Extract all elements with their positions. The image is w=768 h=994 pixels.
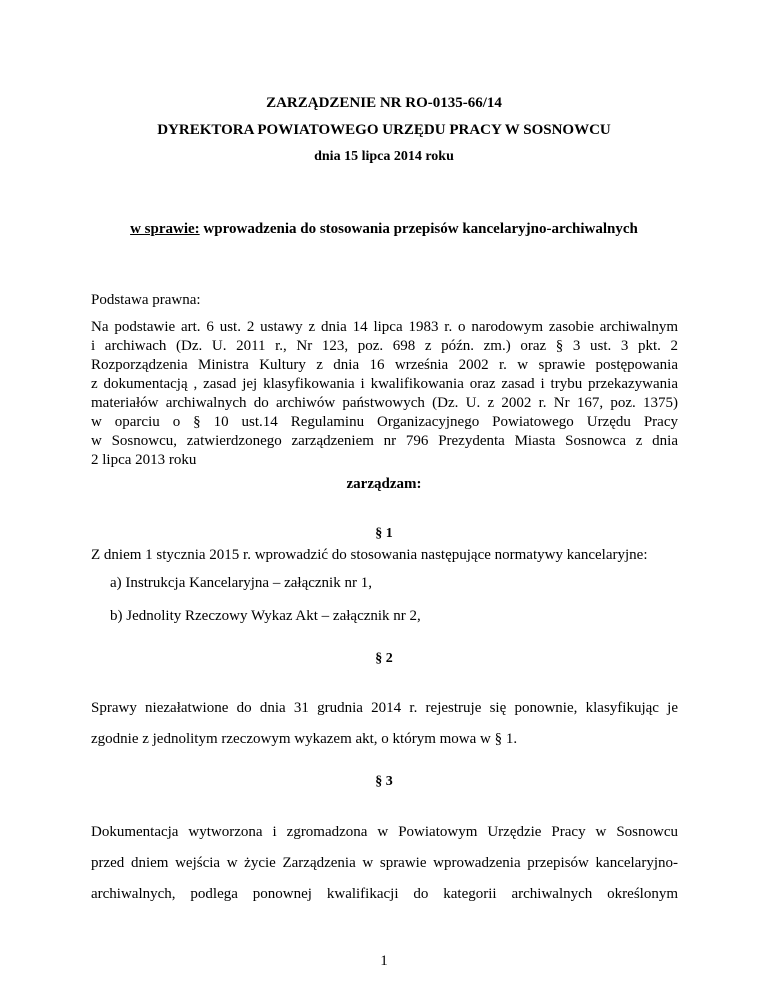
- subject-text: wprowadzenia do stosowania przepisów kancelaryjno-archiwalnych: [199, 221, 638, 237]
- legal-basis-label: Podstawa prawna:: [91, 292, 201, 308]
- section-3-heading: § 3: [375, 774, 393, 789]
- page-number: 1: [380, 953, 388, 969]
- section-2-line: Sprawy niezałatwione do dnia 31 grudnia 2014 r. rejestruje się ponownie, klasyfikując je: [91, 700, 678, 716]
- document-title: ZARZĄDZENIE NR RO-0135-66/14: [266, 95, 502, 111]
- decree-heading: zarządzam:: [346, 476, 422, 492]
- legal-basis-line: 2 lipca 2013 roku: [91, 452, 197, 468]
- legal-basis-text: [91, 318, 678, 470]
- section-3-text: [91, 817, 678, 910]
- section-2-line: zgodnie z jednolitym rzeczowym wykazem akt, o którym mowa w § 1.: [91, 731, 518, 747]
- list-item: b) Jednolity Rzeczowy Wykaz Akt – załącznik nr 2,: [110, 608, 421, 624]
- legal-basis-line: materiałów archiwalnych do archiwów państwowych (Dz. U. z 2002 r. Nr 167, poz. 1375): [91, 395, 678, 411]
- legal-basis-line: z dokumentacją , zasad jej klasyfikowania i kwalifikowania oraz zasad i trybu przekazywania: [91, 376, 678, 392]
- list-item: a) Instrukcja Kancelaryjna – załącznik nr 1,: [110, 575, 372, 591]
- section-1-heading: § 1: [375, 526, 393, 541]
- section-3-line: Dokumentacja wytworzona i zgromadzona w Powiatowym Urzędzie Pracy w Sosnowcu: [91, 824, 678, 840]
- legal-basis-line: w Sosnowcu, zatwierdzonego zarządzeniem nr 796 Prezydenta Miasta Sosnowca z dnia: [91, 433, 678, 449]
- legal-basis-line: Na podstawie art. 6 ust. 2 ustawy z dnia 14 lipca 1983 r. o narodowym zasobie archiwalnym: [91, 319, 678, 335]
- section-3-line: przed dniem wejścia w życie Zarządzenia w sprawie wprowadzenia przepisów kancelaryjno-: [91, 855, 678, 871]
- section-2-text: [91, 693, 678, 755]
- section-1-text: Z dniem 1 stycznia 2015 r. wprowadzić do stosowania następujące normatywy kancelaryjne:: [91, 547, 648, 563]
- subject-line: [0, 221, 768, 238]
- legal-basis-line: w oparciu o § 10 ust.14 Regulaminu Organizacyjnego Powiatowego Urzędu Pracy: [91, 414, 678, 430]
- subject-label: w sprawie:: [130, 221, 200, 237]
- section-3-line: archiwalnych, podlega ponownej kwalifikacji do kategorii archiwalnych określonym: [91, 886, 678, 902]
- legal-basis-line: Rozporządzenia Ministra Kultury z dnia 16 września 2002 r. w sprawie postępowania: [91, 357, 678, 373]
- document-issuer: DYREKTORA POWIATOWEGO URZĘDU PRACY W SOSNOWCU: [157, 122, 611, 138]
- document-date: dnia 15 lipca 2014 roku: [314, 149, 454, 164]
- legal-basis-line: i archiwach (Dz. U. 2011 r., Nr 123, poz. 698 z późn. zm.) oraz § 3 ust. 3 pkt. 2: [91, 338, 678, 354]
- section-2-heading: § 2: [375, 651, 393, 666]
